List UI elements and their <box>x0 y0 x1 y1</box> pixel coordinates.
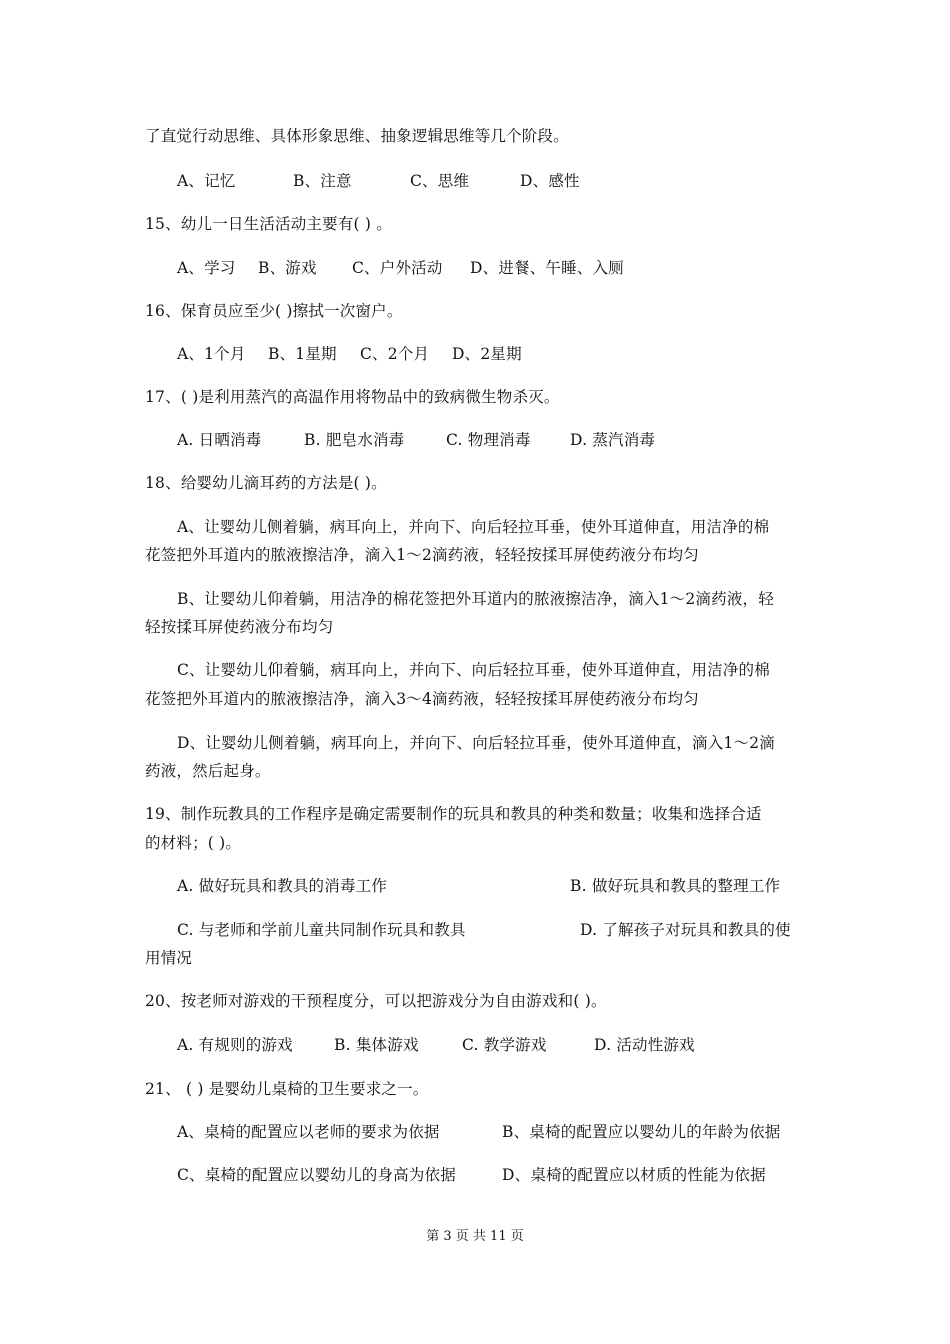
q18-option-c-line1: C、让婴幼儿仰着躺，病耳向上，并向下、向后轻拉耳垂，使外耳道伸直，用洁净的棉 <box>177 661 770 679</box>
q21-stem: 21、 ( ) 是婴幼儿桌椅的卫生要求之一。 <box>145 1080 429 1098</box>
q20-option-d: D. 活动性游戏 <box>594 1036 695 1054</box>
q14-option-c: C、思维 <box>410 172 470 190</box>
q18-option-d-line2: 药液，然后起身。 <box>145 762 271 780</box>
q15-option-c: C、户外活动 <box>352 259 443 277</box>
q21-option-d: D、桌椅的配置应以材质的性能为依据 <box>502 1166 766 1184</box>
q20-option-a: A. 有规则的游戏 <box>177 1036 293 1054</box>
q21-option-a: A、桌椅的配置应以老师的要求为依据 <box>177 1123 440 1141</box>
q21-option-b: B、桌椅的配置应以婴幼儿的年龄为依据 <box>502 1123 781 1141</box>
q18-option-c-line2: 花签把外耳道内的脓液擦洁净，滴入3～4滴药液，轻轻按揉耳屏使药液分布均匀 <box>145 690 699 708</box>
q19-stem-line1: 19、制作玩教具的工作程序是确定需要制作的玩具和教具的种类和数量；收集和选择合适 <box>145 805 762 823</box>
q17-option-a: A. 日晒消毒 <box>177 431 262 449</box>
q18-option-d-line1: D、让婴幼儿侧着躺，病耳向上，并向下、向后轻拉耳垂，使外耳道伸直，滴入1～2滴 <box>177 734 775 752</box>
q18-option-b-line2: 轻按揉耳屏使药液分布均匀 <box>145 618 334 636</box>
q17-stem: 17、( )是利用蒸汽的高温作用将物品中的致病微生物杀灭。 <box>145 388 560 406</box>
q16-option-d: D、2星期 <box>452 345 522 363</box>
q16-option-c: C、2个月 <box>360 345 430 363</box>
q19-option-b: B. 做好玩具和教具的整理工作 <box>570 877 781 895</box>
page-number-footer: 第 3 页 共 11 页 <box>426 1229 524 1244</box>
q19-option-d-line2: 用情况 <box>145 949 193 967</box>
q19-stem-line2: 的材料；( )。 <box>145 834 242 852</box>
q15-stem: 15、幼儿一日生活活动主要有( ) 。 <box>145 215 392 233</box>
q15-option-d: D、进餐、午睡、入厕 <box>470 259 624 277</box>
q18-option-a-line2: 花签把外耳道内的脓液擦洁净，滴入1～2滴药液，轻轻按揉耳屏使药液分布均匀 <box>145 546 699 564</box>
q19-option-d-line1: D. 了解孩子对玩具和教具的使 <box>580 921 791 939</box>
q14-option-b: B、注意 <box>293 172 352 190</box>
q17-option-c: C. 物理消毒 <box>446 431 531 449</box>
q19-option-c: C. 与老师和学前儿童共同制作玩具和教具 <box>177 921 466 939</box>
q16-stem: 16、保育员应至少( )擦拭一次窗户。 <box>145 302 403 320</box>
q16-option-a: A、1个月 <box>177 345 246 363</box>
q16-option-b: B、1星期 <box>268 345 337 363</box>
q18-option-a-line1: A、让婴幼儿侧着躺，病耳向上，并向下、向后轻拉耳垂，使外耳道伸直，用洁净的棉 <box>177 518 770 536</box>
q19-option-a: A. 做好玩具和教具的消毒工作 <box>177 877 388 895</box>
q20-stem: 20、按老师对游戏的干预程度分，可以把游戏分为自由游戏和( )。 <box>145 992 607 1010</box>
q20-option-c: C. 教学游戏 <box>462 1036 547 1054</box>
q18-stem: 18、给婴幼儿滴耳药的方法是( )。 <box>145 474 387 492</box>
q18-option-b-line1: B、让婴幼儿仰着躺，用洁净的棉花签把外耳道内的脓液擦洁净，滴入1～2滴药液，轻 <box>177 590 774 608</box>
q17-option-b: B. 肥皂水消毒 <box>304 431 405 449</box>
q15-option-a: A、学习 <box>177 259 236 277</box>
q14-option-a: A、记忆 <box>177 172 236 190</box>
q14-stem-continuation: 了直觉行动思维、具体形象思维、抽象逻辑思维等几个阶段。 <box>145 127 569 145</box>
q15-option-b: B、游戏 <box>258 259 317 277</box>
q17-option-d: D. 蒸汽消毒 <box>570 431 656 449</box>
q20-option-b: B. 集体游戏 <box>334 1036 419 1054</box>
q14-option-d: D、感性 <box>520 172 580 190</box>
q21-option-c: C、桌椅的配置应以婴幼儿的身高为依据 <box>177 1166 456 1184</box>
